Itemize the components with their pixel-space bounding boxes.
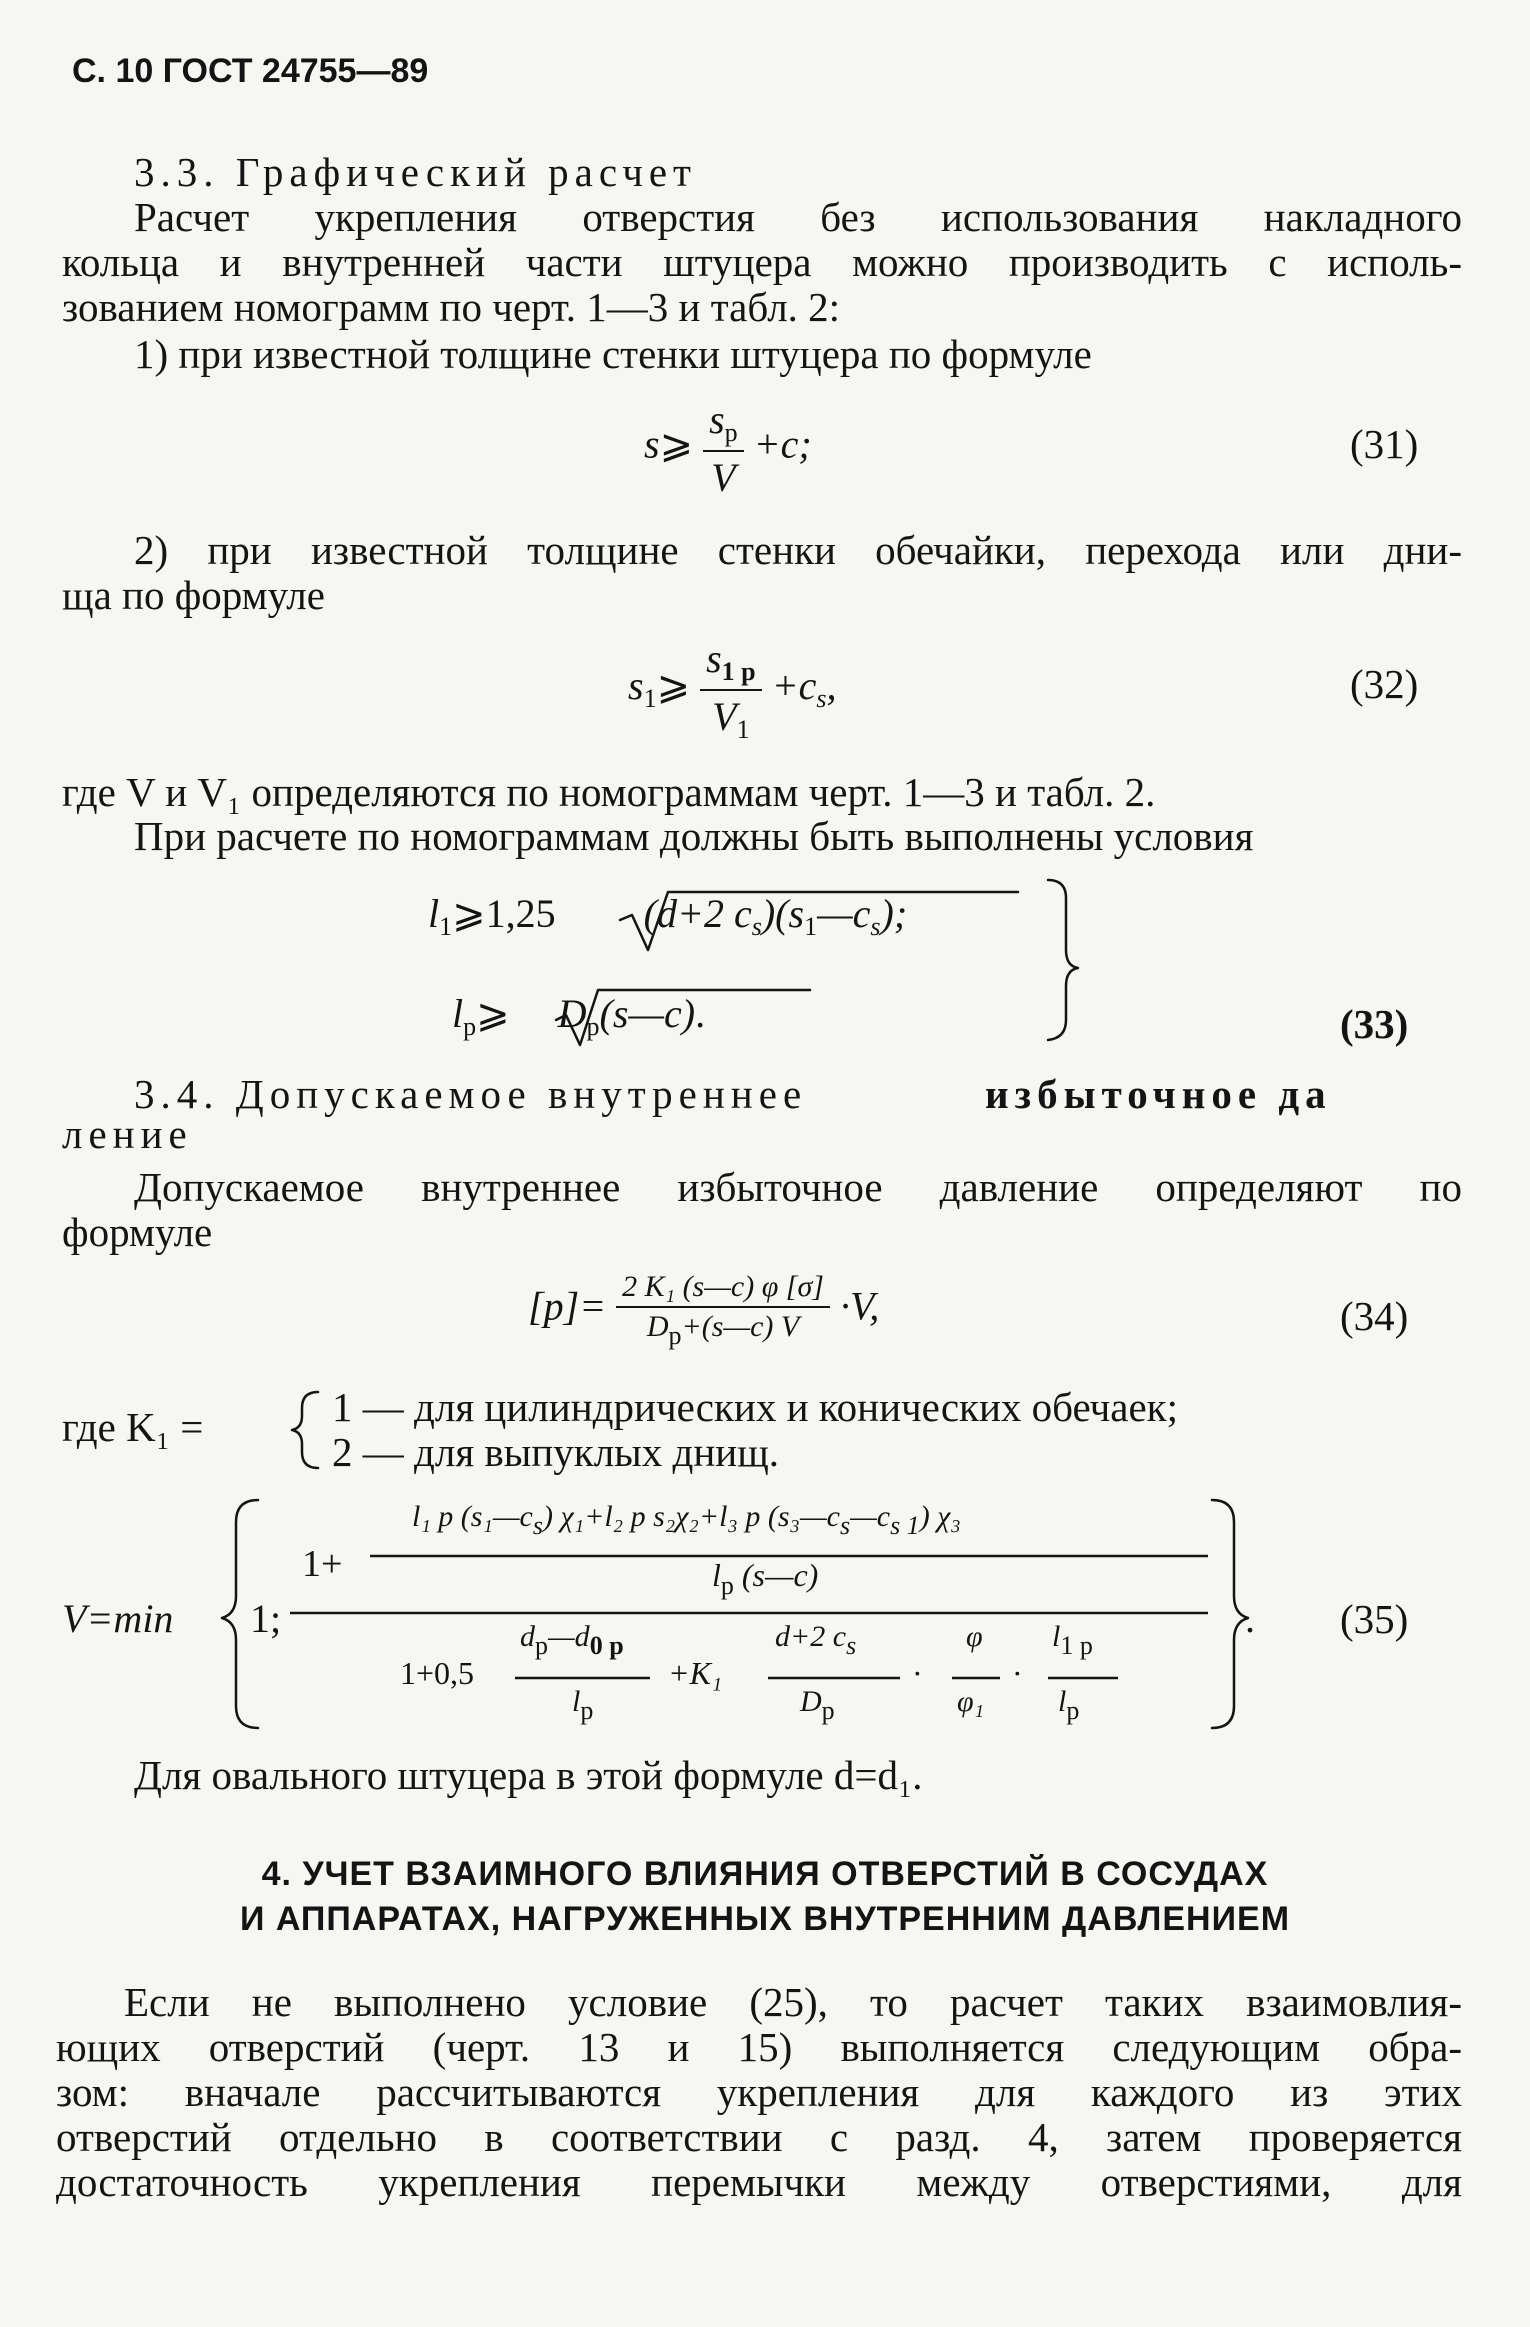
eq34-number: (34) <box>1340 1293 1409 1339</box>
eq33-l1-rad-mid-sub: 1 <box>804 912 818 941</box>
eq33-l1-sub: 1 <box>439 912 453 941</box>
eq31-tail: +c; <box>753 421 812 467</box>
eq35-tail: . <box>1245 1596 1255 1641</box>
eq35-f4-den: lр <box>1058 1685 1080 1725</box>
page-header: С. 10 ГОСТ 24755—89 <box>72 52 429 90</box>
k1-case-2: 2 — для выпуклых днищ. <box>332 1429 780 1475</box>
k1-case-1: 1 — для цилиндрических и конических обечаек; <box>332 1384 1178 1430</box>
eq32-lhs: s <box>628 663 644 709</box>
section-3-4-title-b: избыточное да <box>985 1071 1332 1117</box>
eq33-l1-rel: ⩾1,25 <box>452 891 556 936</box>
eq32-den: V <box>712 694 737 739</box>
eq32-rel: ⩾ <box>656 663 691 709</box>
s34-oval: Для овального штуцера в этой формуле d=d₁. <box>134 1752 923 1798</box>
s33-where: где V и V₁ определяются по номограммам черт. 1—3 и табл. 2. <box>62 769 1156 815</box>
eq33-l2-lhs: l <box>452 991 464 1036</box>
s33-para-line-1: Расчет укрепления отверстия без использования накладного <box>134 194 1462 240</box>
eq31-den: V <box>703 450 744 501</box>
s4-para-line-2: ющих отверстий (черт. 13 и 15) выполняется следующим обра- <box>56 2024 1462 2070</box>
s4-para-line-1: Если не выполнено условие (25), то расчет таких взаимовлия- <box>124 1979 1462 2025</box>
eq35-bottom-b: +K₁ <box>668 1655 723 1691</box>
eq33-l1-rad-end-sub: s <box>870 912 881 941</box>
eq33-l2-sub: р <box>463 1012 477 1041</box>
eq33-number: (33) <box>1340 1001 1409 1047</box>
eq31-num: s <box>709 397 725 442</box>
eq32-tail-end: , <box>826 663 837 709</box>
s34-para-line-1: Допускаемое внутреннее избыточное давление определяют по <box>134 1164 1462 1210</box>
eq34-den-sub: р <box>668 1321 682 1350</box>
eq35-dot-1: · <box>912 1655 923 1691</box>
eq35-inner-num: l₁ р (s₁—cs) χ₁+l₂ р s₂χ₂+l₃ р (s₃—cs—cs 1) χ₃ <box>412 1500 961 1540</box>
eq31-num-sub: р <box>724 418 738 447</box>
eq35-number: (35) <box>1340 1596 1409 1642</box>
s4-para-line-4: отверстий отдельно в соответствии с разд. 4, затем проверяется <box>56 2114 1462 2160</box>
eq35-left-brace <box>222 1500 258 1728</box>
eq33-l1-rad-end: —c <box>817 891 871 936</box>
eq35-f2-num: d+2 cs <box>775 1620 857 1660</box>
eq35-lhs: V=min <box>62 1596 174 1641</box>
s33-conditions: При расчете по номограммам должны быть выполнены условия <box>134 813 1254 859</box>
eq35-f4-num: l1 р <box>1052 1620 1093 1660</box>
eq34-den: D <box>646 1310 669 1343</box>
eq35-bottom-a: 1+0,5 <box>400 1655 475 1691</box>
eq33-l2-rad-sub: р <box>586 1012 600 1041</box>
eq33-l2-rad: D <box>557 991 587 1036</box>
eq33-l2-close: . <box>695 991 706 1036</box>
eq34-lhs: [p]= <box>528 1283 607 1329</box>
eq32-num-sub: 1 р <box>721 657 756 686</box>
eq31-lhs: s <box>644 421 660 467</box>
eq35-f1-den: lр <box>572 1685 594 1725</box>
section-3-4-title-a: 3.4. Допускаемое внутреннее <box>134 1071 808 1117</box>
eq33-radical-2 <box>556 990 810 1045</box>
eq33-l2-rel: ⩾ <box>476 991 510 1036</box>
eq34-den-end: +(s—c) V <box>681 1310 800 1343</box>
eq32-tail: +c <box>771 663 817 709</box>
eq35-inner-den: $l_р$ (s—c) <box>712 1557 819 1600</box>
eq33-l2-rad-end: (s—c) <box>599 991 696 1036</box>
s34-para-line-2: формуле <box>62 1209 213 1255</box>
section-3-3-title: 3.3. Графический расчет <box>134 149 697 195</box>
eq33-l1-rad-mid: )(s <box>761 891 805 936</box>
s33-para-line-2: кольца и внутренней части штуцера можно производить с исполь- <box>62 239 1462 285</box>
eq32-lhs-sub: 1 <box>643 684 657 714</box>
k1-label: где K₁ = <box>62 1404 204 1450</box>
s33-item-2-line-2: ща по формуле <box>62 572 325 618</box>
eq35-f3-den: φ₁ <box>957 1685 985 1718</box>
eq33-l1-close: ); <box>880 891 908 936</box>
section-4-heading-line-2: И АППАРАТАХ, НАГРУЖЕННЫХ ВНУТРЕННИМ ДАВЛЕНИЕМ <box>239 1900 1291 1938</box>
eq33-radical-1 <box>620 892 1018 950</box>
eq32-num: s <box>706 636 722 681</box>
section-4-heading-line-1: 4. УЧЕТ ВЗАИМНОГО ВЛИЯНИЯ ОТВЕРСТИЙ В СОСУДАХ <box>261 1855 1269 1893</box>
eq33-right-brace <box>1048 880 1078 1040</box>
s33-item-1: 1) при известной толщине стенки штуцера по формуле <box>134 331 1092 377</box>
eq32-number: (32) <box>1350 661 1419 707</box>
s33-item-2-line-1: 2) при известной толщине стенки обечайки, перехода или дни- <box>134 527 1462 573</box>
eq31-rel: ⩾ <box>659 421 694 467</box>
eq35-inner-one: 1+ <box>302 1543 343 1585</box>
section-3-4-title-c: ление <box>62 1111 193 1157</box>
eq33-l1-rad-sub: s <box>751 912 762 941</box>
eq32-tail-sub: s <box>816 684 827 714</box>
eq33-l1-rad: (d+2 c <box>643 891 752 936</box>
s4-para-line-5: достаточность укрепления перемычки между отверстиями, для <box>56 2159 1462 2205</box>
eq35-f3-num: φ <box>966 1620 983 1653</box>
eq35-dot-2: · <box>1012 1655 1023 1691</box>
eq32-den-sub: 1 <box>736 715 750 744</box>
eq31-number: (31) <box>1350 421 1419 467</box>
s4-para-line-3: зом: вначале рассчитываются укрепления для каждого из этих <box>56 2069 1462 2115</box>
eq33-l1-lhs: l <box>428 891 440 936</box>
eq35-one: 1; <box>250 1596 282 1641</box>
eq34-tail: ·V, <box>839 1283 880 1329</box>
eq35-right-brace <box>1212 1500 1248 1728</box>
eq35-f2-den: Dр <box>800 1685 835 1725</box>
eq35-f1-num: dр—d0 р <box>520 1620 624 1660</box>
s33-para-line-3: зованием номограмм по черт. 1—3 и табл. 2: <box>62 284 841 330</box>
eq34-num: 2 K₁ (s—c) φ [σ] <box>622 1270 824 1303</box>
k1-left-brace <box>292 1392 318 1468</box>
